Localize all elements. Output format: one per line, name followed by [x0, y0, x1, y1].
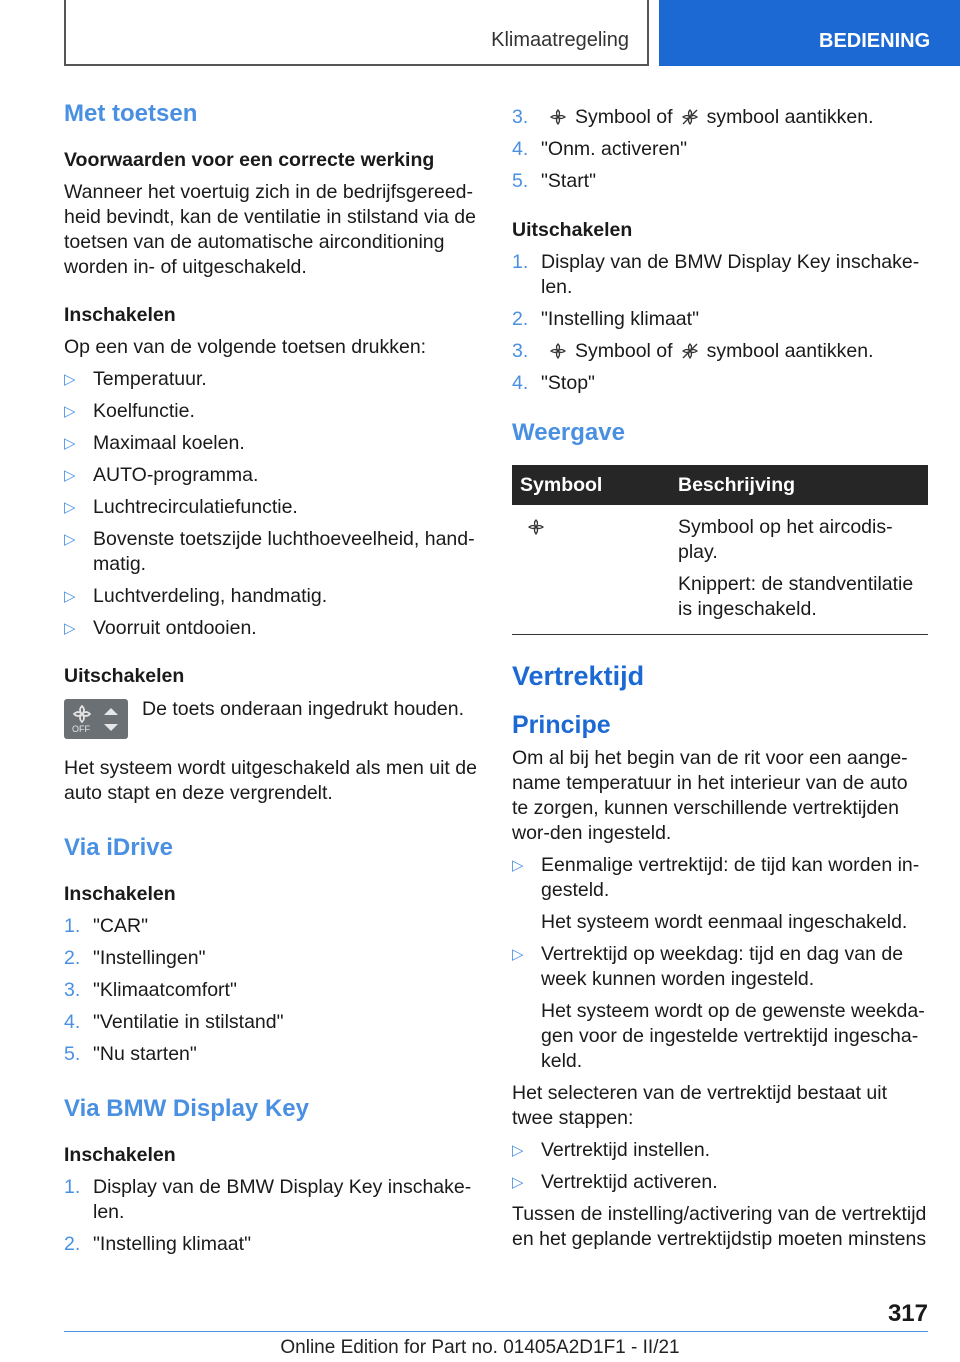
list-item: ▷ Koelfunctie. [64, 399, 478, 424]
header-chapter-title: BEDIENING [819, 30, 931, 52]
keys-list [64, 367, 478, 641]
list-item: ▷ Vertrektijd op weekdag: tijd en dag van de week kunnen worden ingesteld. Het systeem wordt op de gewenste weekda-gen voor de ingestelde vertrektijd ingescha-keld. [512, 942, 928, 1074]
para-uit-auto: Het systeem wordt uitgeschakeld als men uit de auto stapt en deze vergrendelt. [64, 757, 477, 804]
para-selecteren: Het selecteren van de vertrektijd bestaat uit twee stappen: [512, 1082, 888, 1129]
list-item: ▷ Vertrektijd instellen. [512, 1138, 928, 1163]
heading-display-key: Via BMW Display Key [64, 1095, 309, 1122]
display-key-steps-cont [512, 105, 928, 194]
uitschakelen-steps [512, 250, 928, 396]
list-item: 4. "Ventilatie in stilstand" [64, 1011, 284, 1033]
footer-divider [64, 1331, 928, 1332]
list-item: 2. "Instelling klimaat" [512, 308, 699, 330]
left-column [64, 100, 478, 1257]
header-section-title: Klimaatregeling [491, 29, 629, 51]
list-item: ▷ Bovenste toetszijde luchthoeveelheid, hand-matig. [64, 527, 478, 577]
fan-icon [548, 109, 568, 125]
page-number: 317 [887, 1300, 928, 1327]
para-principe: Om al bij het begin van de rit voor een aange-name temperatuur in het interieur van de auto te zorgen, kunnen verschillende vertrektijden wor-den ingesteld. [512, 747, 908, 844]
heading-voorwaarden: Voorwaarden voor een correcte werking [64, 149, 435, 171]
header-section-box [64, 0, 649, 66]
display-key-steps [64, 1175, 478, 1257]
heading-weergave: Weergave [512, 419, 625, 446]
heading-met-toetsen: Met toetsen [64, 100, 198, 127]
off-key-label: OFF [72, 724, 90, 734]
list-item: ▷ Voorruit ontdooien. [64, 616, 478, 641]
fan-off-icon [680, 343, 700, 359]
table-desc-2: Knippert: de standventilatie is ingeschakeld. [678, 573, 914, 620]
heading-principe: Principe [512, 711, 611, 739]
fan-icon [548, 343, 568, 359]
para-inschakelen: Op een van de volgende toetsen drukken: [64, 336, 427, 358]
table-row [512, 505, 928, 635]
list-item: ▷ Eenmalige vertrektijd: de tijd kan worden in-gesteld. Het systeem wordt eenmaal ingeschakeld. [512, 853, 928, 935]
list-item: 3. Symbool of symbool aantikken. [512, 340, 874, 362]
stappen-list [512, 1138, 928, 1195]
list-item: 3. Symbool of symbool aantikken. [512, 106, 874, 128]
table-desc-1: Symbool op het aircodis-play. [678, 516, 893, 563]
list-item: 1. Display van de BMW Display Key inschake-len. [512, 251, 920, 298]
heading-inschakelen: Inschakelen [64, 304, 176, 326]
table-header-symbool: Symbool [512, 465, 670, 505]
heading-uitschakelen: Uitschakelen [64, 665, 185, 687]
para-tussen: Tussen de instelling/activering van de vertrektijd en het geplande vertrektijdstip moeten minstens [512, 1203, 927, 1250]
list-item: 1. Display van de BMW Display Key inschake-len. [64, 1176, 472, 1223]
list-item: ▷ Luchtverdeling, handmatig. [64, 584, 478, 609]
fan-off-key-icon [64, 699, 128, 739]
list-item: 1. "CAR" [64, 915, 149, 937]
heading-dk-inschakelen: Inschakelen [64, 1144, 176, 1166]
list-item: 2. "Instellingen" [64, 947, 206, 969]
list-item: 4. "Stop" [512, 372, 595, 394]
list-item: 3. "Klimaatcomfort" [64, 979, 237, 1001]
table-header-beschrijving: Beschrijving [670, 465, 928, 505]
list-item: ▷ Maximaal koelen. [64, 431, 478, 456]
list-item: ▷ AUTO-programma. [64, 463, 478, 488]
symbol-table [512, 465, 928, 635]
list-item: ▷ Vertrektijd activeren. [512, 1170, 928, 1195]
heading-vertrektijd: Vertrektijd [512, 661, 645, 691]
fan-off-icon [680, 109, 700, 125]
footer-edition: Online Edition for Part no. 01405A2D1F1 - II/21 [280, 1337, 680, 1358]
vertrektijd-list [512, 853, 928, 1074]
header-chapter-box [659, 0, 960, 66]
right-column [512, 100, 928, 1252]
para-voorwaarden: Wanneer het voertuig zich in de bedrijfsgereed-heid bevindt, kan de ventilatie in stilstand via de toetsen van de automatische airconditioning worden in- of uitgeschakeld. [64, 181, 476, 278]
list-item: 5. "Start" [512, 170, 597, 192]
off-key-row [64, 697, 478, 739]
list-item: ▷ Luchtrecirculatiefunctie. [64, 495, 478, 520]
heading-uit-right: Uitschakelen [512, 219, 633, 241]
idrive-steps [64, 914, 478, 1067]
fan-icon [526, 519, 546, 535]
list-item: ▷ Temperatuur. [64, 367, 478, 392]
para-uit-key: De toets onderaan ingedrukt houden. [142, 698, 464, 720]
list-item: 5. "Nu starten" [64, 1043, 197, 1065]
list-item: 2. "Instelling klimaat" [64, 1233, 251, 1255]
heading-idrive-inschakelen: Inschakelen [64, 883, 176, 905]
list-item: 4. "Onm. activeren" [512, 138, 688, 160]
heading-idrive: Via iDrive [64, 834, 173, 861]
